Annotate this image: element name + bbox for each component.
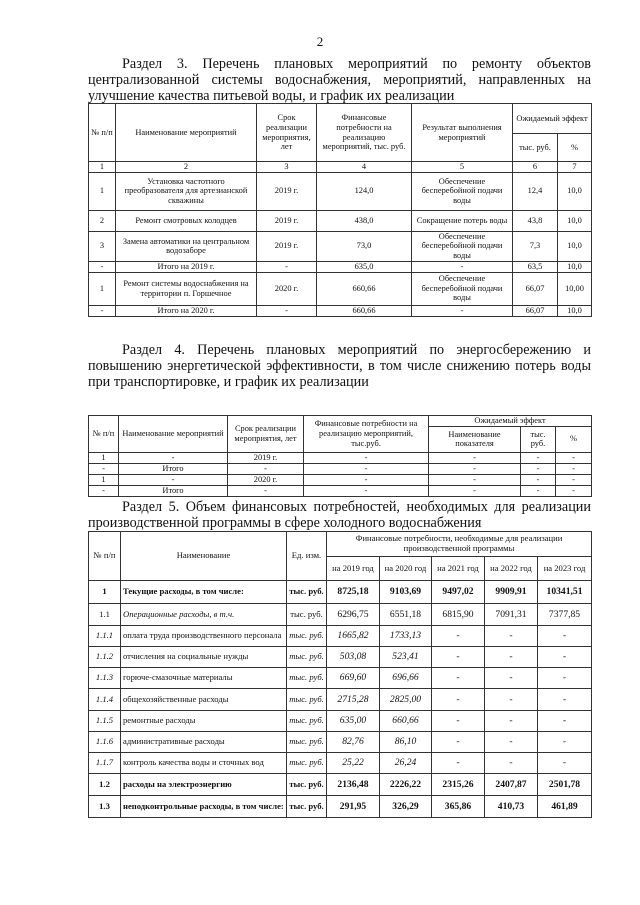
cell-name: горюче-смазочные материалы bbox=[121, 668, 287, 689]
cell-name: Итого на 2019 г. bbox=[116, 261, 257, 272]
section4-table bbox=[88, 415, 592, 497]
cell-name: Ремонт смотровых колодцев bbox=[116, 210, 257, 231]
column-number-row bbox=[89, 162, 592, 173]
section5-table bbox=[88, 531, 592, 818]
cell-value: 6551,18 bbox=[380, 604, 432, 626]
cell-effect-sum: - bbox=[521, 474, 556, 485]
cell-num: 1.3 bbox=[89, 796, 121, 818]
cell-unit: тыс. руб. bbox=[287, 774, 327, 796]
cell-value: - bbox=[485, 668, 538, 689]
cell-value: 2715,28 bbox=[327, 689, 380, 711]
cell-result: Сокращение потерь воды bbox=[412, 210, 513, 231]
cell-effect-sum: 63,5 bbox=[513, 261, 558, 272]
cell-name: отчисления на социальные нужды bbox=[121, 647, 287, 668]
header-effect: Ожидаемый эффект bbox=[429, 416, 592, 427]
cell-finance: 635,0 bbox=[317, 261, 412, 272]
table-row bbox=[89, 474, 592, 485]
table-row bbox=[89, 604, 592, 626]
cell-indicator: - bbox=[429, 485, 521, 496]
cell-effect-pct: - bbox=[556, 452, 592, 463]
cell-value: 635,00 bbox=[327, 711, 380, 732]
section3-title: Раздел 3. Перечень плановых мероприятий по ремонту объектов централизованной системы водоснабжения, мероприятий, направленных на улучшение качества питьевой воды, и график их реализации bbox=[88, 56, 591, 104]
col-number: 5 bbox=[412, 162, 513, 173]
cell-num: 1.1.1 bbox=[89, 626, 121, 647]
cell-term: - bbox=[257, 261, 317, 272]
section5-heading bbox=[88, 499, 591, 531]
col-number: 1 bbox=[89, 162, 116, 173]
cell-term: 2019 г. bbox=[257, 172, 317, 210]
cell-name: Установка частотного преобразователя для артезианской скважины bbox=[116, 172, 257, 210]
cell-effect-sum: 66,07 bbox=[513, 272, 558, 305]
cell-value: 6296,75 bbox=[327, 604, 380, 626]
cell-effect-pct: 10,0 bbox=[558, 172, 592, 210]
cell-name: Замена автоматики на центральном водозаборе bbox=[116, 231, 257, 261]
cell-value: - bbox=[538, 711, 592, 732]
cell-effect-sum: 7,3 bbox=[513, 231, 558, 261]
cell-num: 1.1.6 bbox=[89, 732, 121, 753]
section3-heading bbox=[88, 56, 591, 104]
cell-value: 291,95 bbox=[327, 796, 380, 818]
cell-effect-pct: 10,0 bbox=[558, 261, 592, 272]
table-row bbox=[89, 668, 592, 689]
cell-value: 696,66 bbox=[380, 668, 432, 689]
cell-value: 26,24 bbox=[380, 753, 432, 774]
cell-num: 1.1.7 bbox=[89, 753, 121, 774]
cell-result: Обеспечение бесперебойной подачи воды bbox=[412, 272, 513, 305]
cell-term: - bbox=[228, 485, 304, 496]
cell-name: - bbox=[119, 452, 228, 463]
cell-value: - bbox=[432, 647, 485, 668]
cell-value: 86,10 bbox=[380, 732, 432, 753]
cell-name: - bbox=[119, 474, 228, 485]
header-term: Срок реализации мероприятия, лет bbox=[228, 416, 304, 453]
table-row bbox=[89, 647, 592, 668]
col-number: 6 bbox=[513, 162, 558, 173]
cell-result: Обеспечение бесперебойной подачи воды bbox=[412, 231, 513, 261]
cell-value: - bbox=[538, 626, 592, 647]
cell-term: 2019 г. bbox=[257, 231, 317, 261]
cell-name: Операционные расходы, в т.ч. bbox=[121, 604, 287, 626]
cell-effect-sum: - bbox=[521, 452, 556, 463]
cell-value: - bbox=[432, 753, 485, 774]
cell-value: 9497,02 bbox=[432, 581, 485, 604]
section3-table bbox=[88, 103, 592, 317]
cell-finance: 438,0 bbox=[317, 210, 412, 231]
table-row bbox=[89, 732, 592, 753]
total-row bbox=[89, 485, 592, 496]
cell-term: - bbox=[257, 305, 317, 316]
cell-effect-sum: 12,4 bbox=[513, 172, 558, 210]
cell-value: 2136,48 bbox=[327, 774, 380, 796]
cell-value: - bbox=[432, 626, 485, 647]
cell-effect-pct: 10,00 bbox=[558, 272, 592, 305]
cell-name: оплата труда производственного персонала bbox=[121, 626, 287, 647]
header-name: Наименование мероприятий bbox=[119, 416, 228, 453]
cell-indicator: - bbox=[429, 474, 521, 485]
cell-unit: тыс. руб. bbox=[287, 753, 327, 774]
cell-value: 2407,87 bbox=[485, 774, 538, 796]
header-num: № п/п bbox=[89, 416, 119, 453]
cell-num: 1 bbox=[89, 581, 121, 604]
cell-effect-sum: 66,07 bbox=[513, 305, 558, 316]
cell-name: административные расходы bbox=[121, 732, 287, 753]
cell-name: контроль качества воды и сточных вод bbox=[121, 753, 287, 774]
section5-body bbox=[89, 581, 592, 818]
page-number: 2 bbox=[316, 34, 324, 49]
header-finance: Финансовые потребности, необходимые для реализации производственной программы bbox=[327, 532, 592, 557]
cell-num: - bbox=[89, 463, 119, 474]
header-year: на 2020 год bbox=[380, 557, 432, 581]
col-number: 2 bbox=[116, 162, 257, 173]
section4-heading bbox=[88, 342, 591, 390]
cell-num: 1.1.2 bbox=[89, 647, 121, 668]
header-unit: Ед. изм. bbox=[287, 532, 327, 581]
cell-term: 2019 г. bbox=[228, 452, 304, 463]
cell-value: 2226,22 bbox=[380, 774, 432, 796]
cell-value: 9909,91 bbox=[485, 581, 538, 604]
cell-value: - bbox=[485, 626, 538, 647]
cell-value: 2315,26 bbox=[432, 774, 485, 796]
header-effect-pct: % bbox=[558, 134, 592, 162]
total-row bbox=[89, 261, 592, 272]
cell-value: - bbox=[485, 647, 538, 668]
cell-num: 1 bbox=[89, 172, 116, 210]
cell-indicator: - bbox=[429, 463, 521, 474]
header-effect: Ожидаемый эффект bbox=[513, 104, 592, 134]
table-row bbox=[89, 272, 592, 305]
table-row bbox=[89, 711, 592, 732]
header-year: на 2022 год bbox=[485, 557, 538, 581]
cell-unit: тыс. руб. bbox=[287, 796, 327, 818]
cell-num: 1.1 bbox=[89, 604, 121, 626]
header-name: Наименование мероприятий bbox=[116, 104, 257, 162]
cell-effect-sum: - bbox=[521, 463, 556, 474]
cell-finance: 660,66 bbox=[317, 305, 412, 316]
section5-title: Раздел 5. Объем финансовых потребностей, необходимых для реализации производственной программы в сфере холодного водоснабжения bbox=[88, 499, 591, 531]
cell-value: 365,86 bbox=[432, 796, 485, 818]
cell-name: общехозяйственные расходы bbox=[121, 689, 287, 711]
cell-effect-pct: 10,0 bbox=[558, 231, 592, 261]
cell-value: 9103,69 bbox=[380, 581, 432, 604]
col-number: 7 bbox=[558, 162, 592, 173]
cell-value: 2825,00 bbox=[380, 689, 432, 711]
cell-value: 503,08 bbox=[327, 647, 380, 668]
table-row bbox=[89, 626, 592, 647]
cell-num: 1.1.4 bbox=[89, 689, 121, 711]
cell-value: 326,29 bbox=[380, 796, 432, 818]
cell-term: 2019 г. bbox=[257, 210, 317, 231]
cell-effect-pct: 10,0 bbox=[558, 305, 592, 316]
cell-value: 1665,82 bbox=[327, 626, 380, 647]
cell-result: - bbox=[412, 261, 513, 272]
header-indicator: Наименование показателя bbox=[429, 426, 521, 452]
cell-name: Итого bbox=[119, 485, 228, 496]
cell-finance: - bbox=[304, 474, 429, 485]
total-row bbox=[89, 305, 592, 316]
table-row bbox=[89, 452, 592, 463]
cell-name: Итого на 2020 г. bbox=[116, 305, 257, 316]
cell-value: 25,22 bbox=[327, 753, 380, 774]
cell-num: - bbox=[89, 261, 116, 272]
cell-num: - bbox=[89, 485, 119, 496]
table-row bbox=[89, 231, 592, 261]
table-row bbox=[89, 689, 592, 711]
cell-num: 1.1.3 bbox=[89, 668, 121, 689]
header-finance: Финансовые потребности на реализацию мероприятий, тыс.руб. bbox=[304, 416, 429, 453]
cell-value: - bbox=[485, 753, 538, 774]
cell-value: 10341,51 bbox=[538, 581, 592, 604]
cell-value: - bbox=[432, 732, 485, 753]
col-number: 4 bbox=[317, 162, 412, 173]
table-row bbox=[89, 210, 592, 231]
header-name: Наименование bbox=[121, 532, 287, 581]
cell-value: - bbox=[538, 668, 592, 689]
cell-effect-sum: - bbox=[521, 485, 556, 496]
cell-value: 669,60 bbox=[327, 668, 380, 689]
header-result: Результат выполнения мероприятий bbox=[412, 104, 513, 162]
cell-name: неподконтрольные расходы, в том числе: bbox=[121, 796, 287, 818]
cell-finance: - bbox=[304, 452, 429, 463]
cell-value: 6815,90 bbox=[432, 604, 485, 626]
cell-effect-pct: - bbox=[556, 485, 592, 496]
cell-value: - bbox=[538, 647, 592, 668]
header-effect-pct: % bbox=[556, 426, 592, 452]
header-num: № п/п bbox=[89, 532, 121, 581]
cell-value: - bbox=[485, 689, 538, 711]
cell-value: 2501,78 bbox=[538, 774, 592, 796]
cell-num: - bbox=[89, 305, 116, 316]
header-year: на 2023 год bbox=[538, 557, 592, 581]
cell-value: 7091,31 bbox=[485, 604, 538, 626]
cell-effect-pct: - bbox=[556, 463, 592, 474]
cell-name: расходы на электроэнергию bbox=[121, 774, 287, 796]
cell-term: - bbox=[228, 463, 304, 474]
table-row bbox=[89, 774, 592, 796]
cell-value: - bbox=[432, 711, 485, 732]
cell-result: - bbox=[412, 305, 513, 316]
cell-value: 461,89 bbox=[538, 796, 592, 818]
cell-finance: - bbox=[304, 463, 429, 474]
cell-num: 1 bbox=[89, 474, 119, 485]
cell-term: 2020 г. bbox=[257, 272, 317, 305]
cell-name: ремонтные расходы bbox=[121, 711, 287, 732]
cell-name: Итого bbox=[119, 463, 228, 474]
cell-value: 410,73 bbox=[485, 796, 538, 818]
section4-title: Раздел 4. Перечень плановых мероприятий по энергосбережению и повышению энергетической эффективности, в том числе снижению потерь воды при транспортировке, и график их реализации bbox=[88, 342, 591, 390]
header-num: № п/п bbox=[89, 104, 116, 162]
cell-num: 1.1.5 bbox=[89, 711, 121, 732]
cell-num: 3 bbox=[89, 231, 116, 261]
table-row bbox=[89, 753, 592, 774]
cell-unit: тыс. руб. bbox=[287, 604, 327, 626]
header-term: Срок реализации мероприятия, лет bbox=[257, 104, 317, 162]
cell-finance: 660,66 bbox=[317, 272, 412, 305]
total-row bbox=[89, 463, 592, 474]
cell-effect-pct: 10,0 bbox=[558, 210, 592, 231]
cell-value: - bbox=[432, 689, 485, 711]
cell-unit: тыс. руб. bbox=[287, 711, 327, 732]
header-year: на 2019 год bbox=[327, 557, 380, 581]
cell-name: Текущие расходы, в том числе: bbox=[121, 581, 287, 604]
cell-unit: тыс. руб. bbox=[287, 626, 327, 647]
cell-value: 1733,13 bbox=[380, 626, 432, 647]
cell-term: 2020 г. bbox=[228, 474, 304, 485]
cell-unit: тыс. руб. bbox=[287, 668, 327, 689]
cell-value: - bbox=[538, 753, 592, 774]
cell-name: Ремонт системы водоснабжения на территории п. Горшечное bbox=[116, 272, 257, 305]
cell-value: - bbox=[432, 668, 485, 689]
cell-value: 82,76 bbox=[327, 732, 380, 753]
header-effect-sum: тыс. руб. bbox=[513, 134, 558, 162]
cell-effect-pct: - bbox=[556, 474, 592, 485]
cell-num: 2 bbox=[89, 210, 116, 231]
cell-unit: тыс. руб. bbox=[287, 647, 327, 668]
cell-value: 7377,85 bbox=[538, 604, 592, 626]
table-row bbox=[89, 796, 592, 818]
cell-indicator: - bbox=[429, 452, 521, 463]
cell-value: - bbox=[485, 732, 538, 753]
cell-unit: тыс. руб. bbox=[287, 689, 327, 711]
cell-finance: 124,0 bbox=[317, 172, 412, 210]
cell-effect-sum: 43,8 bbox=[513, 210, 558, 231]
header-finance: Финансовые потребности на реализацию мероприятий, тыс. руб. bbox=[317, 104, 412, 162]
header-year: на 2021 год bbox=[432, 557, 485, 581]
cell-unit: тыс. руб. bbox=[287, 732, 327, 753]
cell-value: 523,41 bbox=[380, 647, 432, 668]
table-row bbox=[89, 581, 592, 604]
cell-value: 8725,18 bbox=[327, 581, 380, 604]
table-row bbox=[89, 172, 592, 210]
cell-value: - bbox=[485, 711, 538, 732]
header-effect-sum: тыс. руб. bbox=[521, 426, 556, 452]
cell-value: 660,66 bbox=[380, 711, 432, 732]
cell-unit: тыс. руб. bbox=[287, 581, 327, 604]
cell-num: 1 bbox=[89, 272, 116, 305]
cell-num: 1.2 bbox=[89, 774, 121, 796]
cell-value: - bbox=[538, 689, 592, 711]
cell-result: Обеспечение бесперебойной подачи воды bbox=[412, 172, 513, 210]
cell-finance: 73,0 bbox=[317, 231, 412, 261]
cell-value: - bbox=[538, 732, 592, 753]
cell-finance: - bbox=[304, 485, 429, 496]
col-number: 3 bbox=[257, 162, 317, 173]
cell-num: 1 bbox=[89, 452, 119, 463]
